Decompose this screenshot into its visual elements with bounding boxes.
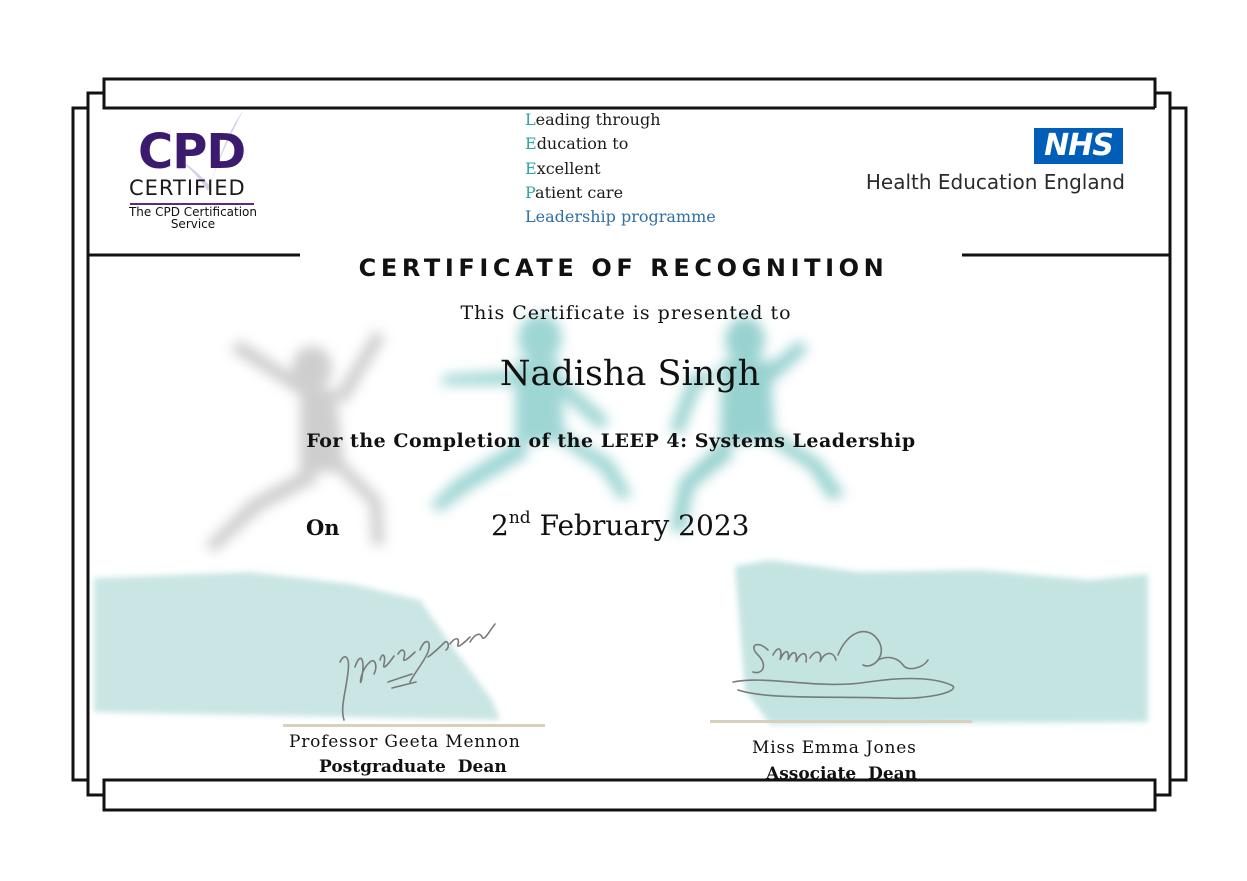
signatory-role: Postgraduate Dean (319, 757, 507, 777)
presented-to-text: This Certificate is presented to (460, 302, 792, 324)
acrostic-text: Leadership programme (525, 207, 716, 227)
acrostic-text: atient care (535, 182, 624, 202)
cpd-service-line: Service (170, 217, 216, 231)
acrostic-initial: P (525, 182, 536, 202)
acrostic-initial: L (525, 110, 536, 129)
signatory-name: Professor Geeta Mennon (289, 732, 521, 752)
cpd-service-line: The CPD Certification (128, 205, 258, 219)
award-date (491, 508, 749, 542)
cpd-certified-text: CERTIFIED (129, 176, 246, 200)
acrostic-initial: E (525, 158, 537, 178)
acrostic-text: eading through (535, 110, 661, 129)
date-month-year: February 2023 (539, 509, 750, 542)
acrostic-initial: E (525, 134, 537, 154)
acrostic-line (525, 157, 716, 181)
cpd-service-text (118, 206, 268, 230)
recipient-name: Nadisha Singh (499, 354, 761, 394)
acrostic-text: xcellent (536, 158, 601, 178)
acrostic-line (525, 132, 716, 156)
programme-acrostic (525, 108, 716, 229)
cpd-certified-logo (118, 106, 268, 236)
acrostic-line (525, 108, 716, 132)
acrostic-line (525, 181, 716, 205)
certificate-title: CERTIFICATE OF RECOGNITION (358, 254, 889, 282)
nhs-organisation-name: Health Education England (865, 170, 1125, 194)
date-suffix: nd (508, 508, 531, 528)
cpd-letters: CPD (138, 124, 246, 180)
signature-line-right (710, 720, 972, 723)
signature-right-image (728, 620, 968, 710)
acrostic-text: ducation to (536, 134, 629, 154)
date-day: 2 (491, 509, 509, 542)
signatory-role: Associate Dean (766, 764, 918, 784)
signature-line-left (283, 724, 545, 727)
signatory-name: Miss Emma Jones (752, 738, 917, 758)
signature-left-image (320, 612, 520, 722)
date-label: On (306, 515, 340, 540)
nhs-logo-badge: NHS (1034, 128, 1123, 164)
acrostic-line (525, 205, 716, 229)
completion-text: For the Completion of the LEEP 4: Systems Leadership (306, 430, 916, 452)
